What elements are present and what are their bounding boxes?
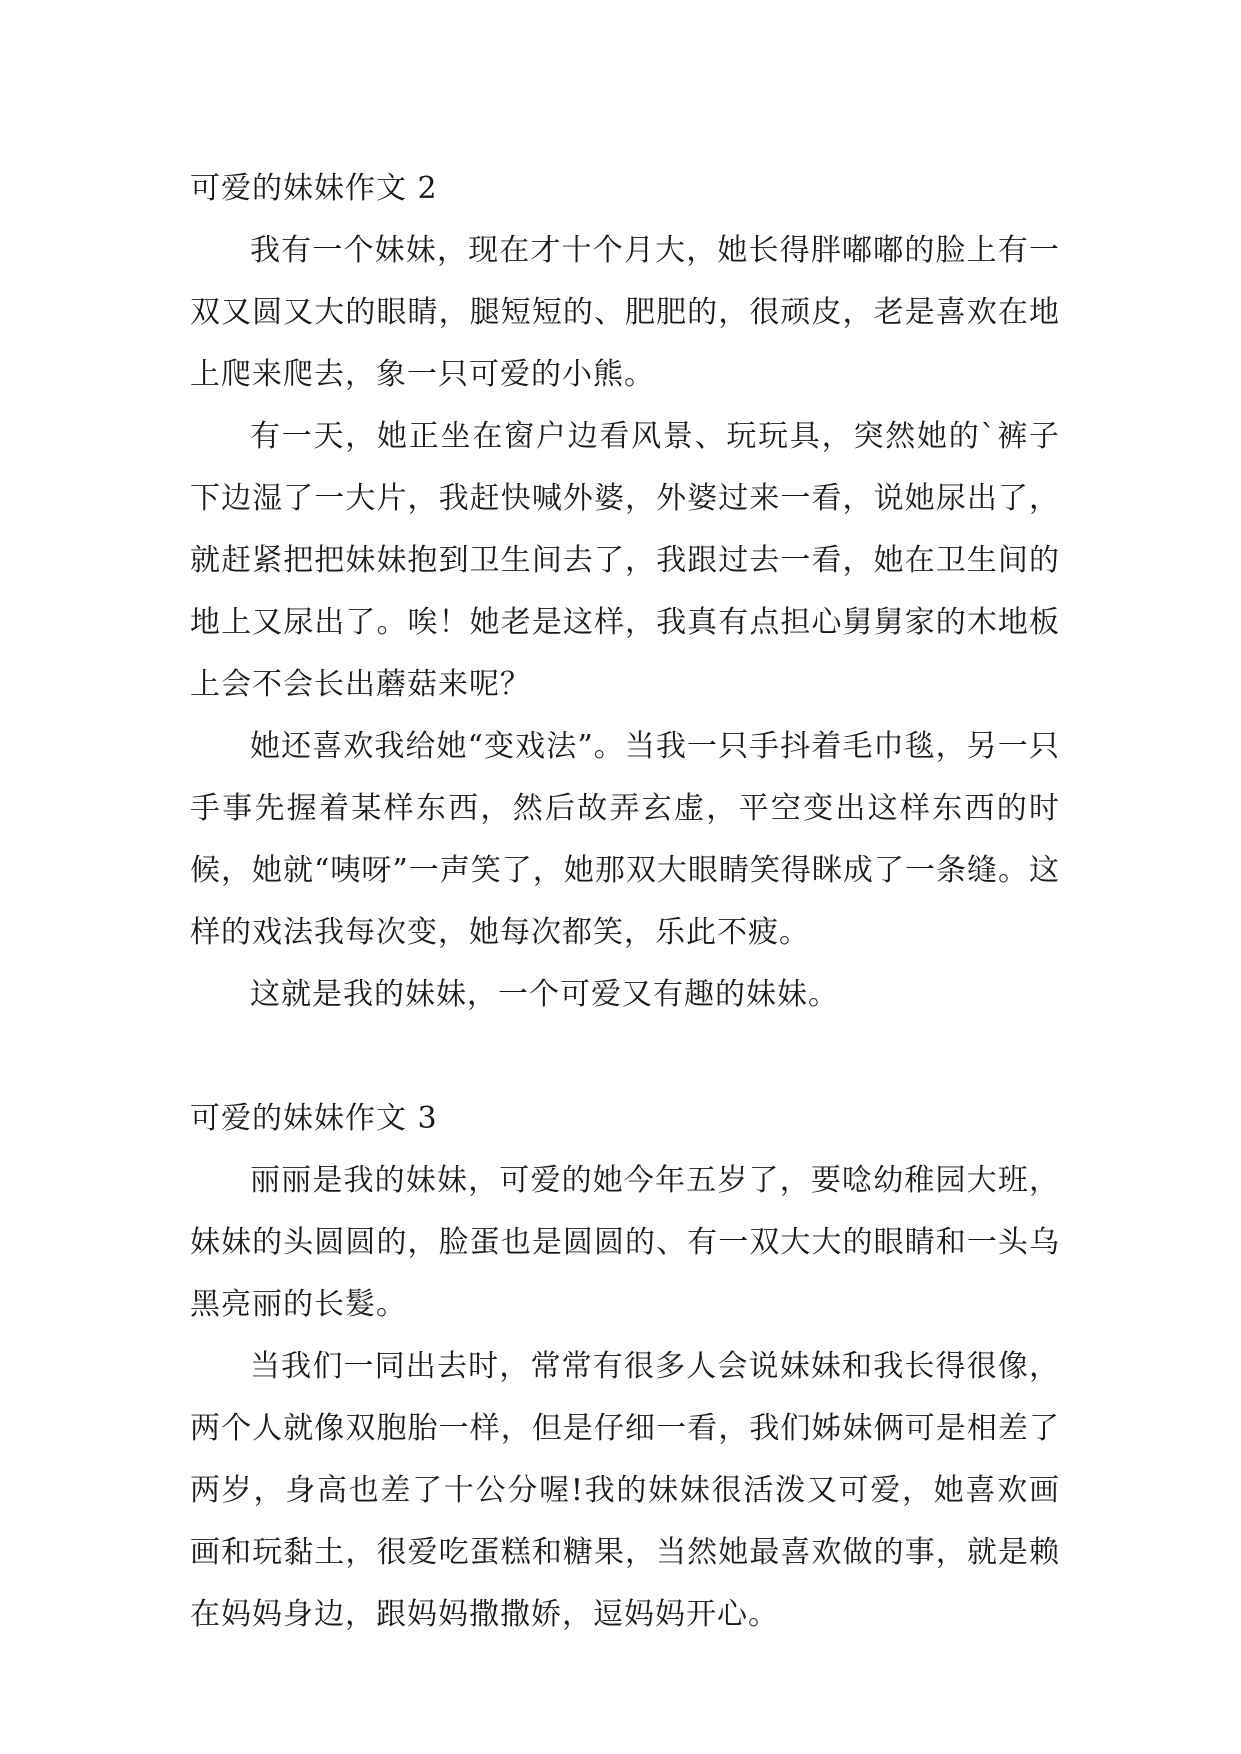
section-title-2: 可爱的妹妹作文 2	[190, 171, 438, 206]
paragraph: 我有一个妹妹，现在才十个月大，她长得胖嘟嘟的脸上有一双又圆又大的眼睛，腿短短的、肥肥的，很顽皮，老是喜欢在地上爬来爬去，象一只可爱的小熊。	[190, 233, 1060, 392]
section-gap	[190, 1026, 1060, 1088]
section-title-3: 可爱的妹妹作文 3	[190, 1101, 438, 1136]
document-body	[190, 158, 1060, 1646]
paragraph: 她还喜欢我给她“变戏法”。当我一只手抖着毛巾毯，另一只手事先握着某样东西，然后故弄玄虚，平空变出这样东西的时候，她就“咦呀”一声笑了，她那双大眼睛笑得眯成了一条缝。这样的戏法我每次变，她每次都笑，乐此不疲。	[190, 729, 1060, 950]
paragraph: 有一天，她正坐在窗户边看风景、玩玩具，突然她的`裤子下边湿了一大片，我赶快喊外婆，外婆过来一看，说她尿出了，就赶紧把把妹妹抱到卫生间去了，我跟过去一看，她在卫生间的地上又尿出了。唉！她老是这样，我真有点担心舅舅家的木地板上会不会长出蘑菇来呢？	[190, 419, 1060, 702]
paragraph: 当我们一同出去时，常常有很多人会说妹妹和我长得很像，两个人就像双胞胎一样，但是仔细一看，我们姊妹俩可是相差了两岁，身高也差了十公分喔!我的妹妹很活泼又可爱，她喜欢画画和玩黏土，很爱吃蛋糕和糖果，当然她最喜欢做的事，就是赖在妈妈身边，跟妈妈撒撒娇，逗妈妈开心。	[190, 1349, 1060, 1632]
paragraph: 丽丽是我的妹妹，可爱的她今年五岁了，要唸幼稚园大班，妹妹的头圆圆的，脸蛋也是圆圆的、有一双大大的眼睛和一头乌黑亮丽的长髮。	[190, 1163, 1060, 1322]
paragraph: 这就是我的妹妹，一个可爱又有趣的妹妹。	[250, 977, 839, 1012]
